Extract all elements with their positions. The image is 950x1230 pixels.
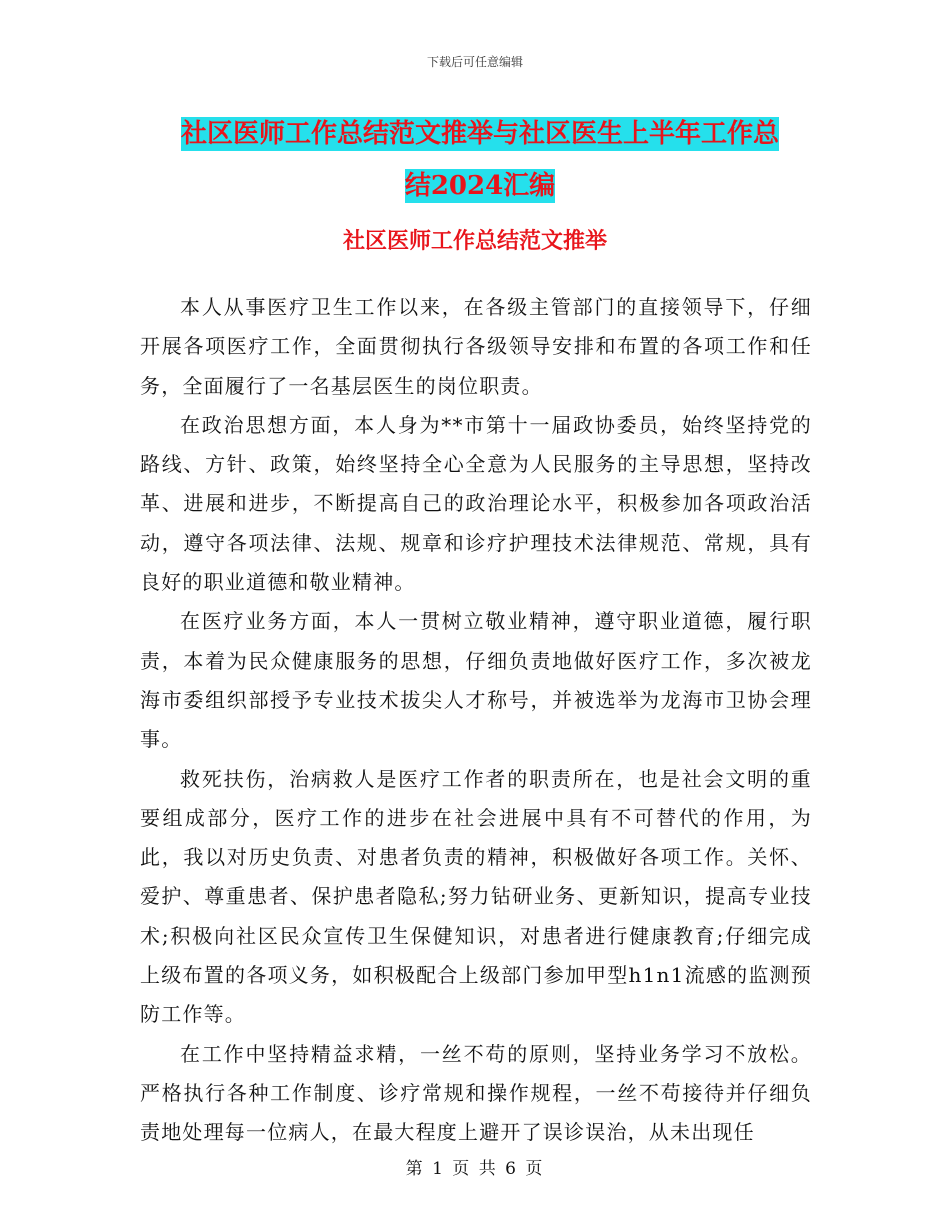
title-line-2: 结2024汇编 (404, 171, 556, 201)
paragraph: 救死扶伤，治病救人是医疗工作者的职责所在，也是社会文明的重要组成部分，医疗工作的进步在社会进展中具有不可替代的作用，为此，我以对历史负责、对患者负责的精神，积极做好各项工作。关怀、爱护、尊重患者、保护患者隐私;努力钻研业务、更新知识，提高专业技术;积极向社区民众宣传卫生保健知识，对患者进行健康教育;仔细完成上级布置的各项义务，如积极配合上级部门参加甲型h1n1流感的监测预防工作等。 (140, 766, 812, 1027)
document-body (140, 288, 812, 1153)
paragraph: 在工作中坚持精益求精，一丝不苟的原则，坚持业务学习不放松。严格执行各种工作制度、诊疗常规和操作规程，一丝不苟接待并仔细负责地处理每一位病人，在最大程度上避开了误诊误治，从未出现任 (140, 1041, 812, 1145)
document-title (140, 108, 820, 212)
paragraph: 在医疗业务方面，本人一贯树立敬业精神，遵守职业道德，履行职责，本着为民众健康服务的思想，仔细负责地做好医疗工作，多次被龙海市委组织部授予专业技术拔尖人才称号，并被选举为龙海市卫协会理事。 (140, 609, 812, 752)
title-line-1: 社区医师工作总结范文推举与社区医生上半年工作总 (180, 119, 779, 149)
page-number: 第 1 页 共 6 页 (405, 1159, 545, 1179)
page-header-note: 下载后可任意编辑 (426, 55, 523, 69)
paragraph: 在政治思想方面，本人身为**市第十一届政协委员，始终坚持党的路线、方针、政策，始终坚持全心全意为人民服务的主导思想，坚持改革、进展和进步，不断提高自己的政治理论水平，积极参加各项政治活动，遵守各项法律、法规、规章和诊疗护理技术法律规范、常规，具有良好的职业道德和敬业精神。 (140, 412, 812, 595)
paragraph: 本人从事医疗卫生工作以来，在各级主管部门的直接领导下，仔细开展各项医疗工作，全面贯彻执行各级领导安排和布置的各项工作和任务，全面履行了一名基层医生的岗位职责。 (140, 295, 812, 398)
section-title: 社区医师工作总结范文推举 (342, 228, 607, 254)
